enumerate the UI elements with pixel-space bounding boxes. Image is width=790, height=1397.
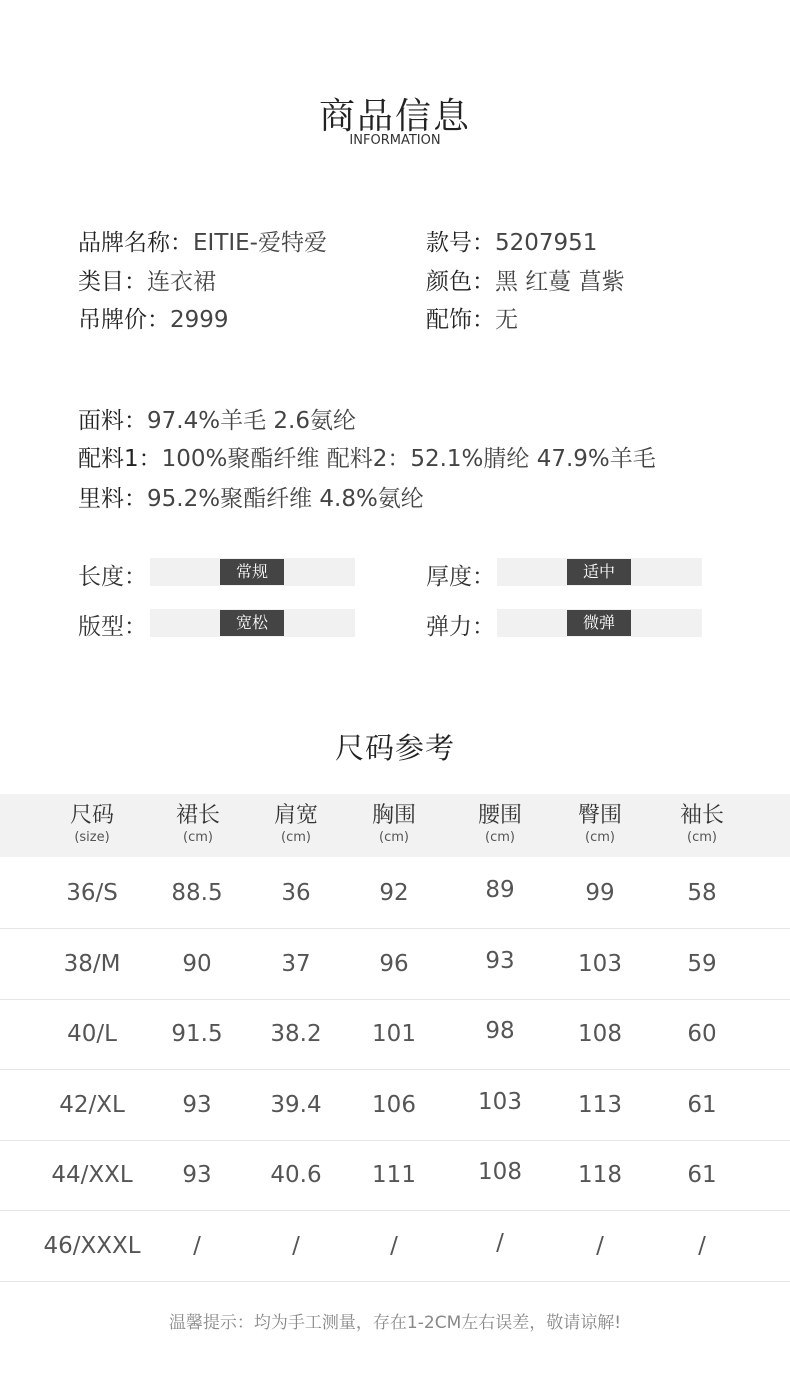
trim-key: 配料1： [78,446,162,472]
col-dress-length-name: 裙长 [175,803,220,828]
length-label: 长度： [78,564,147,590]
col-hip [550,802,650,846]
col-size-name: 尺码 [69,803,114,828]
cell-dress-length: 90 [182,951,212,977]
col-dress-length-unit: (cm) [183,830,213,845]
cell-sleeve: / [698,1233,706,1259]
thickness-scale [497,558,702,586]
fabric-value: 97.4%羊毛 2.6氨纶 [147,408,356,434]
table-row [0,858,790,929]
tag-price-info [78,301,229,334]
col-dress-length [148,802,248,846]
category-key: 类目： [78,269,147,295]
col-bust-unit: (cm) [379,830,409,845]
accessory-value: 无 [495,307,518,333]
col-waist [450,802,550,846]
cell-dress-length: 93 [182,1162,212,1188]
col-bust-name: 胸围 [371,803,416,828]
col-bust [344,802,444,846]
cell-waist: 98 [485,1018,515,1044]
page-subtitle: INFORMATION [349,133,441,148]
cell-size: 36/S [66,880,118,906]
tag-price-value: 2999 [170,307,229,333]
fit-label: 版型： [78,614,147,640]
lining-value: 95.2%聚酯纤维 4.8%氨纶 [147,486,424,512]
col-size-unit: (size) [74,830,110,845]
cell-waist: / [496,1230,504,1256]
size-table-header [0,794,790,857]
cell-size: 46/XXXL [43,1233,141,1259]
cell-dress-length: / [193,1233,201,1259]
cell-waist: 89 [485,877,515,903]
cell-hip: / [596,1233,604,1259]
cell-bust: 101 [372,1021,416,1047]
cell-sleeve: 60 [687,1021,717,1047]
brand-value: EITIE-爱特爱 [193,230,327,256]
col-hip-unit: (cm) [585,830,615,845]
fabric-key: 面料： [78,408,147,434]
table-row [0,1070,790,1141]
col-sleeve-name: 袖长 [679,803,724,828]
length-value: 常规 [220,559,284,585]
cell-size: 38/M [63,951,121,977]
elasticity-value: 微弹 [567,610,631,636]
lining-info [78,480,424,513]
length-scale [150,558,355,586]
accessory-info [426,301,518,334]
measurement-note: 温馨提示：均为手工测量，存在1-2CM左右误差，敬请谅解! [168,1313,622,1333]
cell-shoulder: 40.6 [270,1162,322,1188]
cell-size: 44/XXL [51,1162,133,1188]
cell-sleeve: 61 [687,1092,717,1118]
table-row [0,1140,790,1211]
col-hip-name: 臀围 [577,803,622,828]
cell-waist: 103 [478,1089,522,1115]
cell-dress-length: 93 [182,1092,212,1118]
brand-info [78,224,327,257]
category-info [78,263,216,296]
fit-value: 宽松 [220,610,284,636]
cell-sleeve: 58 [687,880,717,906]
style-no-value: 5207951 [495,230,598,256]
cell-hip: 103 [578,951,622,977]
cell-bust: 111 [372,1162,416,1188]
cell-shoulder: 37 [281,951,311,977]
elasticity-scale [497,609,702,637]
cell-bust: 92 [379,880,409,906]
accessory-key: 配饰： [426,307,495,333]
trim-info [78,440,656,473]
cell-shoulder: 38.2 [270,1021,322,1047]
cell-hip: 108 [578,1021,622,1047]
cell-shoulder: 36 [281,880,311,906]
col-shoulder-name: 肩宽 [273,803,318,828]
thickness-value: 适中 [567,559,631,585]
tag-price-key: 吊牌价： [78,307,170,333]
page-title: 商品信息 [318,96,471,137]
fit-scale [150,609,355,637]
lining-key: 里料： [78,486,147,512]
color-key: 颜色： [426,269,495,295]
table-row [0,1211,790,1282]
color-value: 黑 红蔓 菖紫 [495,269,625,295]
trim-value: 100%聚酯纤维 配料2：52.1%腈纶 47.9%羊毛 [161,446,656,472]
cell-hip: 118 [578,1162,622,1188]
col-waist-unit: (cm) [485,830,515,845]
style-no-key: 款号： [426,230,495,256]
cell-shoulder: 39.4 [270,1092,322,1118]
table-row [0,999,790,1070]
thickness-label: 厚度： [426,564,495,590]
cell-bust: 96 [379,951,409,977]
cell-size: 40/L [67,1021,117,1047]
cell-hip: 113 [578,1092,622,1118]
col-shoulder [246,802,346,846]
size-chart-title: 尺码参考 [334,731,455,765]
cell-waist: 108 [478,1159,522,1185]
col-size [42,802,142,846]
color-info [426,263,625,296]
elasticity-label: 弹力： [426,614,495,640]
col-waist-name: 腰围 [477,803,522,828]
cell-bust: / [390,1233,398,1259]
cell-bust: 106 [372,1092,416,1118]
brand-key: 品牌名称： [78,230,193,256]
cell-dress-length: 88.5 [171,880,223,906]
cell-shoulder: / [292,1233,300,1259]
table-row [0,929,790,1000]
cell-dress-length: 91.5 [171,1021,223,1047]
category-value: 连衣裙 [147,269,216,295]
fabric-info [78,402,356,435]
cell-sleeve: 59 [687,951,717,977]
cell-waist: 93 [485,948,515,974]
cell-hip: 99 [585,880,615,906]
cell-size: 42/XL [59,1092,125,1118]
col-sleeve [652,802,752,846]
col-sleeve-unit: (cm) [687,830,717,845]
col-shoulder-unit: (cm) [281,830,311,845]
cell-sleeve: 61 [687,1162,717,1188]
style-no-info [426,224,597,257]
